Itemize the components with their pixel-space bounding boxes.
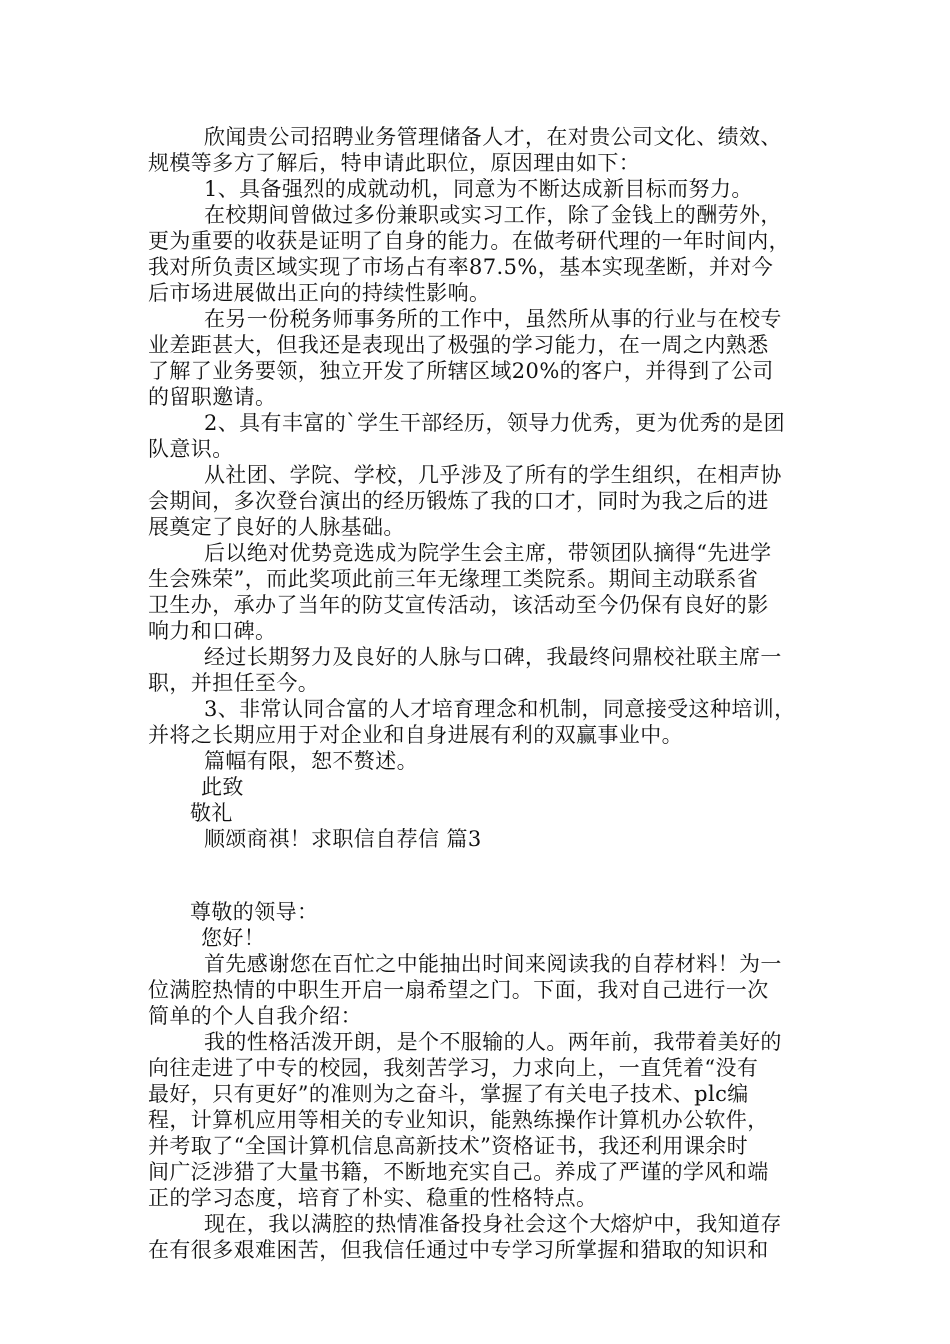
text-line: 最好，只有更好”的准则为之奋斗，掌握了有关电子技术、plc编 <box>148 1082 749 1106</box>
text-line: 队意识。 <box>148 437 234 461</box>
text-line: 向往走进了中专的校园，我刻苦学习，力求向上，一直凭着“没有 <box>148 1056 759 1080</box>
text-line: 2、具有丰富的`学生干部经历，领导力优秀，更为优秀的是团 <box>204 411 786 435</box>
text-line: 职，并担任至今。 <box>148 671 320 695</box>
text-line: 后以绝对优势竞选成为院学生会主席，带领团队摘得“先进学 <box>204 541 772 565</box>
text-line: 响力和口碑。 <box>148 619 277 643</box>
text-line: 业差距甚大，但我还是表现出了极强的学习能力，在一周之内熟悉 <box>148 333 769 357</box>
text-line: 从社团、学院、学校，几乎涉及了所有的学生组织，在相声协 <box>204 463 782 487</box>
text-line: 首先感谢您在百忙之中能抽出时间来阅读我的自荐材料！为一 <box>204 952 782 976</box>
text-line: 您好！ <box>201 926 266 950</box>
text-line: 我对所负责区域实现了市场占有率87.5%，基本实现垄断，并对今 <box>148 255 774 279</box>
text-line: 后市场进展做出正向的持续性影响。 <box>148 281 491 305</box>
text-line: 了解了业务要领，独立开发了所辖区域20%的客户，并得到了公司 <box>148 359 774 383</box>
text-line: 间广泛涉猎了大量书籍，不断地充实自己。养成了严谨的学风和端 <box>148 1160 769 1184</box>
text-line: 尊敬的领导： <box>190 900 319 924</box>
text-line: 更为重要的收获是证明了自身的能力。在做考研代理的一年时间内， <box>148 229 790 253</box>
text-line: 经过长期努力及良好的人脉与口碑，我最终问鼎校社联主席一 <box>204 645 782 669</box>
text-line: 生会殊荣”，而此奖项此前三年无缘理工类院系。期间主动联系省 <box>148 567 759 591</box>
text-line: 此致 <box>201 775 244 799</box>
text-line: 3、非常认同合富的人才培育理念和机制，同意接受这种培训， <box>204 697 796 721</box>
text-line: 顺颂商祺！求职信自荐信 篇3 <box>204 827 482 851</box>
text-line: 展奠定了良好的人脉基础。 <box>148 515 405 539</box>
text-line: 的留职邀请。 <box>148 385 277 409</box>
text-line: 并考取了“全国计算机信息高新技术”资格证书，我还利用课余时 <box>148 1134 749 1158</box>
text-line: 现在，我以满腔的热情准备投身社会这个大熔炉中，我知道存 <box>204 1212 782 1236</box>
text-line: 在校期间曾做过多份兼职或实习工作，除了金钱上的酬劳外， <box>204 203 782 227</box>
text-line: 并将之长期应用于对企业和自身进展有利的双赢事业中。 <box>148 723 683 747</box>
text-line: 正的学习态度，培育了朴实、稳重的性格特点。 <box>148 1186 598 1210</box>
text-line: 敬礼 <box>190 801 233 825</box>
text-line: 简单的个人自我介绍： <box>148 1004 362 1028</box>
text-line: 会期间，多次登台演出的经历锻炼了我的口才，同时为我之后的进 <box>148 489 769 513</box>
text-line: 规模等多方了解后，特申请此职位，原因理由如下： <box>148 151 641 175</box>
text-line: 程，计算机应用等相关的专业知识，能熟练操作计算机办公软件， <box>148 1108 769 1132</box>
text-line: 在有很多艰难困苦，但我信任通过中专学习所掌握和猎取的知识和 <box>148 1238 769 1262</box>
text-line: 位满腔热情的中职生开启一扇希望之门。下面，我对自己进行一次 <box>148 978 769 1002</box>
text-line: 篇幅有限，恕不赘述。 <box>204 749 418 773</box>
text-line: 1、具备强烈的成就动机，同意为不断达成新目标而努力。 <box>204 177 753 201</box>
text-line: 卫生办，承办了当年的防艾宣传活动，该活动至今仍保有良好的影 <box>148 593 769 617</box>
text-line: 欣闻贵公司招聘业务管理储备人才，在对贵公司文化、绩效、 <box>204 125 782 149</box>
text-line: 我的性格活泼开朗，是个不服输的人。两年前，我带着美好的 <box>204 1030 782 1054</box>
text-line: 在另一份税务师事务所的工作中，虽然所从事的行业与在校专 <box>204 307 782 331</box>
